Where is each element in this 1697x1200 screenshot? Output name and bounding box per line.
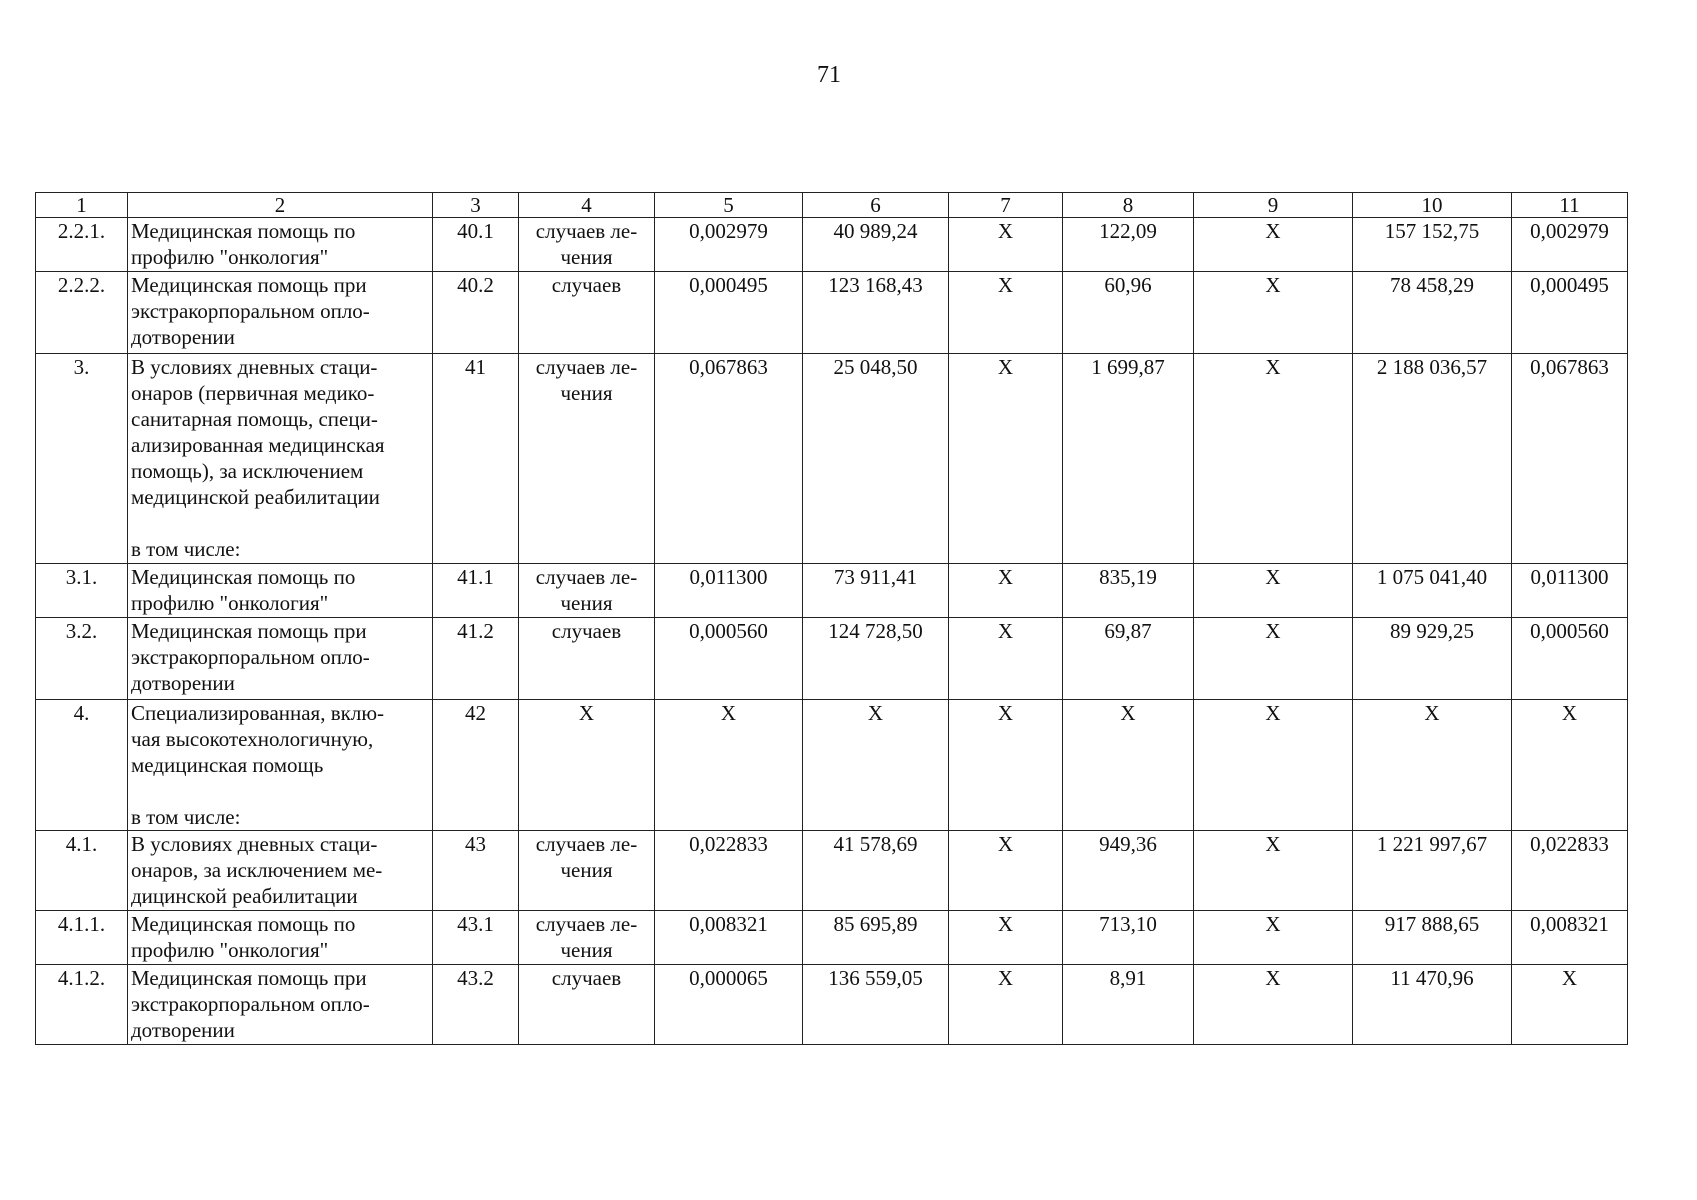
table-cell: 43.1 [433, 911, 519, 965]
table-cell: случаев ле- чения [519, 218, 655, 272]
table-cell: X [949, 911, 1063, 965]
table-cell: 41.1 [433, 564, 519, 618]
table-cell: X [1194, 272, 1353, 354]
table-cell: X [1194, 354, 1353, 564]
table-cell: 0,011300 [655, 564, 803, 618]
table-cell: 136 559,05 [803, 965, 949, 1045]
table-cell: 78 458,29 [1353, 272, 1512, 354]
table-cell: 0,008321 [655, 911, 803, 965]
column-number-2: 2 [128, 193, 433, 218]
table-cell: 0,002979 [1512, 218, 1628, 272]
table-cell: X [949, 831, 1063, 911]
table-cell: 40.1 [433, 218, 519, 272]
table-cell: 0,022833 [655, 831, 803, 911]
column-number-5: 5 [655, 193, 803, 218]
column-number-4: 4 [519, 193, 655, 218]
table-cell: X [1194, 564, 1353, 618]
table-cell: 89 929,25 [1353, 618, 1512, 700]
table-cell: 42 [433, 700, 519, 831]
column-number-6: 6 [803, 193, 949, 218]
table-cell: случаев [519, 618, 655, 700]
row-description-cell: Специализированная, вклю- чая высокотехнологичную, медицинская помощь в том числе: [128, 700, 433, 831]
row-description-cell: Медицинская помощь при экстракорпоральном опло- дотворении [128, 965, 433, 1045]
row-number-cell: 4.1.1. [36, 911, 128, 965]
table-cell: 917 888,65 [1353, 911, 1512, 965]
table-cell: 0,000495 [655, 272, 803, 354]
table-cell: X [949, 618, 1063, 700]
column-number-9: 9 [1194, 193, 1353, 218]
page-number: 71 [817, 62, 841, 88]
table-cell: 69,87 [1063, 618, 1194, 700]
table-cell: X [803, 700, 949, 831]
table-cell: X [949, 354, 1063, 564]
table-cell: 85 695,89 [803, 911, 949, 965]
table-row [36, 965, 1628, 1045]
table-cell: X [655, 700, 803, 831]
table-cell: X [519, 700, 655, 831]
table-cell: 0,067863 [1512, 354, 1628, 564]
column-number-7: 7 [949, 193, 1063, 218]
header-row [36, 193, 1628, 218]
table-cell: 835,19 [1063, 564, 1194, 618]
table-cell: 0,008321 [1512, 911, 1628, 965]
row-description-cell: В условиях дневных стаци- онаров (первичная медико- санитарная помощь, специ- ализированная медицинская помощь), за исключением медицинской реабилитации в том числе: [128, 354, 433, 564]
table-cell: 0,000495 [1512, 272, 1628, 354]
column-number-10: 10 [1353, 193, 1512, 218]
column-number-8: 8 [1063, 193, 1194, 218]
table-cell: случаев ле- чения [519, 911, 655, 965]
table-cell: X [1194, 618, 1353, 700]
table-cell: X [1194, 965, 1353, 1045]
table-row [36, 564, 1628, 618]
table-cell: 0,011300 [1512, 564, 1628, 618]
column-number-1: 1 [36, 193, 128, 218]
row-number-cell: 4. [36, 700, 128, 831]
table-cell: случаев [519, 272, 655, 354]
table-cell: 73 911,41 [803, 564, 949, 618]
row-number-cell: 3. [36, 354, 128, 564]
table-cell: 41 [433, 354, 519, 564]
table-cell: случаев ле- чения [519, 354, 655, 564]
table-cell: 41 578,69 [803, 831, 949, 911]
table-cell: 2 188 036,57 [1353, 354, 1512, 564]
table-cell: 41.2 [433, 618, 519, 700]
table-cell: X [1512, 965, 1628, 1045]
table-cell: 43 [433, 831, 519, 911]
row-number-cell: 3.1. [36, 564, 128, 618]
table-cell: X [1512, 700, 1628, 831]
table-cell: X [949, 218, 1063, 272]
table-cell: X [949, 564, 1063, 618]
table-cell: случаев ле- чения [519, 564, 655, 618]
column-number-11: 11 [1512, 193, 1628, 218]
table-cell: 123 168,43 [803, 272, 949, 354]
table-cell: X [949, 965, 1063, 1045]
row-description-cell: В условиях дневных стаци- онаров, за исключением ме- дицинской реабилитации [128, 831, 433, 911]
table-cell: 713,10 [1063, 911, 1194, 965]
table-row [36, 700, 1628, 831]
table-row [36, 272, 1628, 354]
table-cell: 60,96 [1063, 272, 1194, 354]
table-row [36, 831, 1628, 911]
table-cell: X [1194, 911, 1353, 965]
table-row [36, 354, 1628, 564]
table-cell: 0,067863 [655, 354, 803, 564]
table-cell: 122,09 [1063, 218, 1194, 272]
table-cell: X [1063, 700, 1194, 831]
table-cell: 0,000065 [655, 965, 803, 1045]
table-cell: X [949, 272, 1063, 354]
table-cell: 0,000560 [655, 618, 803, 700]
table-cell: 25 048,50 [803, 354, 949, 564]
table-cell: 1 221 997,67 [1353, 831, 1512, 911]
table-cell: случаев [519, 965, 655, 1045]
row-description-cell: Медицинская помощь по профилю "онкология" [128, 218, 433, 272]
table-cell: 157 152,75 [1353, 218, 1512, 272]
row-description-cell: Медицинская помощь при экстракорпоральном опло- дотворении [128, 618, 433, 700]
column-number-3: 3 [433, 193, 519, 218]
row-description-cell: Медицинская помощь при экстракорпоральном опло- дотворении [128, 272, 433, 354]
table-cell: X [1194, 700, 1353, 831]
table-cell: 1 699,87 [1063, 354, 1194, 564]
row-number-cell: 4.1.2. [36, 965, 128, 1045]
table-cell: X [1194, 831, 1353, 911]
table-cell: 1 075 041,40 [1353, 564, 1512, 618]
table-cell: 0,022833 [1512, 831, 1628, 911]
table-cell: 124 728,50 [803, 618, 949, 700]
table-cell: 40.2 [433, 272, 519, 354]
row-number-cell: 2.2.1. [36, 218, 128, 272]
row-number-cell: 3.2. [36, 618, 128, 700]
table-cell: 43.2 [433, 965, 519, 1045]
table-row [36, 911, 1628, 965]
table-cell: X [1194, 218, 1353, 272]
table-cell: X [1353, 700, 1512, 831]
table-row [36, 218, 1628, 272]
table-cell: 0,000560 [1512, 618, 1628, 700]
table-cell: 0,002979 [655, 218, 803, 272]
table-cell: 40 989,24 [803, 218, 949, 272]
table-cell: случаев ле- чения [519, 831, 655, 911]
row-description-cell: Медицинская помощь по профилю "онкология" [128, 911, 433, 965]
table-cell: 8,91 [1063, 965, 1194, 1045]
table-cell: X [949, 700, 1063, 831]
row-number-cell: 4.1. [36, 831, 128, 911]
table-cell: 11 470,96 [1353, 965, 1512, 1045]
row-description-cell: Медицинская помощь по профилю "онкология" [128, 564, 433, 618]
table-row [36, 618, 1628, 700]
data-table [35, 192, 1628, 1045]
table-cell: 949,36 [1063, 831, 1194, 911]
row-number-cell: 2.2.2. [36, 272, 128, 354]
